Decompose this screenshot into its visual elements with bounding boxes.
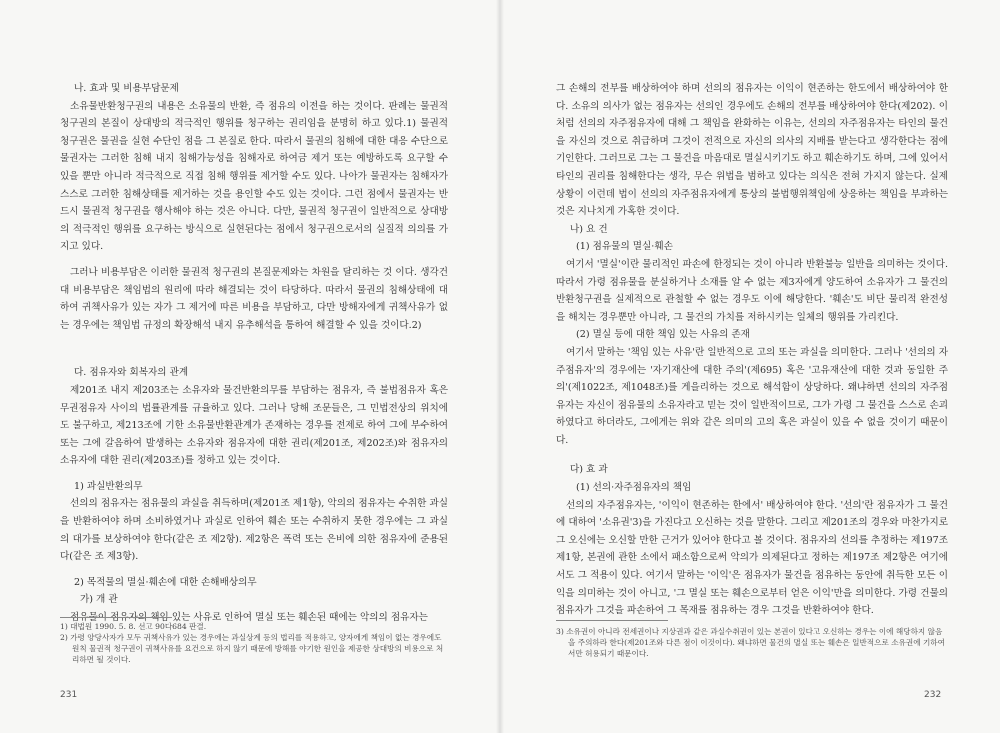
subsection-heading: 2) 목적물의 멸실·훼손에 대한 손해배상의무 <box>74 576 257 588</box>
subsection-heading: (1) 선의·자주점유자의 책임 <box>576 482 692 494</box>
subsection-heading: 다) 효 과 <box>570 464 608 476</box>
paragraph: 제201조 내지 제203조는 소유자와 물건반환의무를 부담하는 점유자, 즉 불법점유자 혹은 무권점유자 사이의 법률관계를 규율하고 있다. 그러나 당해 조문들은, 그 민법전상의 위치에도 불구하고, 제213조에 기한 소유물반환관계가 존재하는 경우를 전제로 하여 그에 부수하여 또는 그에 갈음하여 발생하는 소유자와 점유자에 대한 권리(제201조, 제202조)와 점유자의 소유자에 대한 권리(제203조)를 정하고 있는 것이다. <box>60 384 448 467</box>
subsection-heading: (1) 점유물의 멸실·훼손 <box>576 241 673 253</box>
footnote-area <box>60 621 448 665</box>
paragraph: 그러나 비용부담은 이러한 물권적 청구권의 본질문제와는 차원을 달리하는 것 이다. 생각건대 비용부담은 책임법의 원리에 따라 해결되는 것이 타당하다. 따라서 물권의 침해상태에 대하여 귀책사유가 있는 자가 그 제거에 따른 비용을 부담하고, 다만 방해자에게 귀책사유가 없는 경우에는 책임법 규정의 확장해석 내지 유추해석을 통하여 해결할 수 있을 것이다.2) <box>60 266 448 331</box>
paragraph: 소유물반환청구권의 내용은 소유물의 반환, 즉 점유의 이전을 하는 것이다. 판례는 물권적 청구권의 본질이 상대방의 적극적인 행위를 청구하는 권리임을 분명히 하고 있다.1) 물권적 청구권은 물권을 실현 수단인 점을 그 본질로 한다. 따라서 물권의 침해에 대한 대응 수단으로 물권자는 그러한 침해 내지 침해가능성을 침해자로 하여금 제거 또는 예방하도록 요구할 수 있을 뿐만 아니라 적극적으로 직접 침해 행위를 제거할 수도 있다. 나아가 물권자는 침해자가 스스로 그러한 침해상태를 제거하는 것을 용인할 수도 있는 것이다. 그런 점에서 물권자는 반드시 물권적 청구권을 행사해야 하는 것은 아니다. 다만, 물권적 청구권이 일반적으로 상대방의 적극적인 행위를 요구하는 방식으로 실현된다는 점에서 청구권으로서의 실질적 의의를 가지고 있다. <box>60 100 448 253</box>
paragraph: 여기서 말하는 '책임 있는 사유'란 일반적으로 고의 또는 과실을 의미한다. 그러나 '선의의 자주점유자'의 경우에는 '자기재산에 대한 주의'(제695) 혹은 '고유재산에 대한 것과 동일한 주의'(제1022조, 제1048조)를 게을리하는 것으로 해석함이 상당하다. 왜냐하면 선의의 자주점유자는 자신이 점유물의 소유자라고 믿는 것이 일반적이므로, 그가 가령 그 물건을 스스로 손괴하였다고 하더라도, 그에게는 위와 같은 의미의 고의 혹은 과실이 있을 수 없을 것이기 때문이다. <box>556 346 948 446</box>
subsection-heading: 가) 개 관 <box>80 594 118 606</box>
subsection-heading: 1) 과실반환의무 <box>74 480 143 492</box>
section-heading-na: 나. 효과 및 비용부담문제 <box>74 83 179 94</box>
footnote-rule <box>60 617 172 618</box>
footnote: 1) 대법원 1990. 5. 8. 선고 90다684 판결. <box>60 622 207 631</box>
right-body <box>556 80 948 620</box>
paragraph: 선의의 점유자는 점유물의 과실을 취득하며(제201조 제1항), 악의의 점유자는 수취한 과실을 반환하여야 하며 소비하였거나 과실로 인하여 훼손 또는 수취하지 못한 경우에는 그 과실의 대가를 보상하여야 한다(같은 조 제2항). 제2항은 폭력 또는 은비에 의한 점유자에 준용된다(같은 조 제3항). <box>60 498 448 563</box>
footnote: 2) 가령 양당사자가 모두 귀책사유가 있는 경우에는 과실상계 등의 법리를 적용하고, 양자에게 책임이 없는 경우에도 원칙 물권적 청구권이 귀책사유를 요건으로 하지 않기 때문에 방해를 야기한 원인을 제공한 상대방의 비용으로 처리하면 될 것이다. <box>60 633 444 664</box>
section-heading-da: 다. 점유자와 회복자의 관계 <box>74 367 189 379</box>
paragraph: 선의의 자주점유자는, '이익이 현존하는 한에서' 배상하여야 한다. '선의'란 점유자가 그 물건에 대하여 '소유권'3)을 가진다고 오신하는 것을 말한다. 그리고 제201조의 경우와 마찬가지로 그 오신에는 오신할 만한 근거가 있어야 한다고 볼 것이다. 점유자의 선의를 추정하는 제197조 제1항, 본권에 관한 소에서 패소함으로써 악의가 의제된다고 정하는 제197조 제2항은 여기에서도 그 적용이 있다. 여기서 말하는 '이익'은 점유자가 물건을 점유하는 동안에 취득한 모든 이익을 의미하는 것이 아니고, '그 멸실 또는 훼손으로부터 얻은 이익'만을 의미한다. 가령 건물의 점유자가 그것을 파손하여 그 목재를 점유하는 경우 그것을 반환하여야 한다. <box>556 499 948 617</box>
footnote-rule <box>556 620 668 621</box>
paragraph: 여기서 '멸실'이란 물리적인 파손에 한정되는 것이 아니라 반환불능 일반을 의미하는 것이다. 따라서 가령 점유물을 분실하거나 소재를 알 수 없는 제3자에게 양도하여 소유자가 그 물건의 반환청구권을 실제적으로 관철할 수 없는 경우도 이에 해당한다. '훼손'도 비단 물리적 완전성을 해치는 경우뿐만 아니라, 그 물건의 가치를 저하시키는 일체의 행위를 가리킨다. <box>556 258 948 323</box>
footnote: 3) 소유권이 아니라 전세권이나 지상권과 같은 과실수취권이 있는 본권이 있다고 오신하는 경우는 이에 해당하지 않음을 주의하라 한다(제201조와 다른 점이 이것이다). 왜냐하면 물건의 멸실 또는 훼손은 일반적으로 소유권에 기하여서만 허용되기 때문이다. <box>556 627 945 658</box>
paragraph: 그 손해의 전부를 배상하여야 하며 선의의 점유자는 이익이 현존하는 한도에서 배상하여야 한다. 소유의 의사가 없는 점유자는 선의인 경우에도 손해의 전부를 배상하여야 한다(제202). 이처럼 선의의 자주점유자에 대해 그 책임을 완화하는 이유는, 선의의 자주점유자는 타인의 물건을 자신의 것으로 취급하며 그것이 전적으로 자신의 의사의 지배를 받는다고 생각한다는 점에 기인한다. 그러므로 그는 그 물건을 마음대로 멸실시키기도 하고 훼손하기도 하며, 그에 있어서 타인의 권리를 침해한다는 생각, 무슨 위법을 범하고 있다는 의식은 전혀 가지지 않는다. 실제 상황이 이런데 법이 선의의 자주점유자에게 통상의 불법행위책임에 상응하는 책임을 부과하는 것은 지나치게 가혹한 것이다. <box>556 83 948 218</box>
book-gutter <box>496 0 504 733</box>
subsection-heading: (2) 멸실 등에 대한 책임 있는 사유의 존재 <box>576 329 750 341</box>
page-number: 231 <box>60 690 78 700</box>
right-page <box>500 0 1000 733</box>
page-number: 232 <box>924 690 942 700</box>
left-body <box>60 80 448 627</box>
footnote-area <box>556 626 948 659</box>
paragraph: 점유물이 점유자의 책임 있는 사유로 인하여 멸실 또는 훼손된 때에는 악의의 점유자는 <box>70 612 428 624</box>
subsection-heading: 나) 요 건 <box>570 223 608 235</box>
